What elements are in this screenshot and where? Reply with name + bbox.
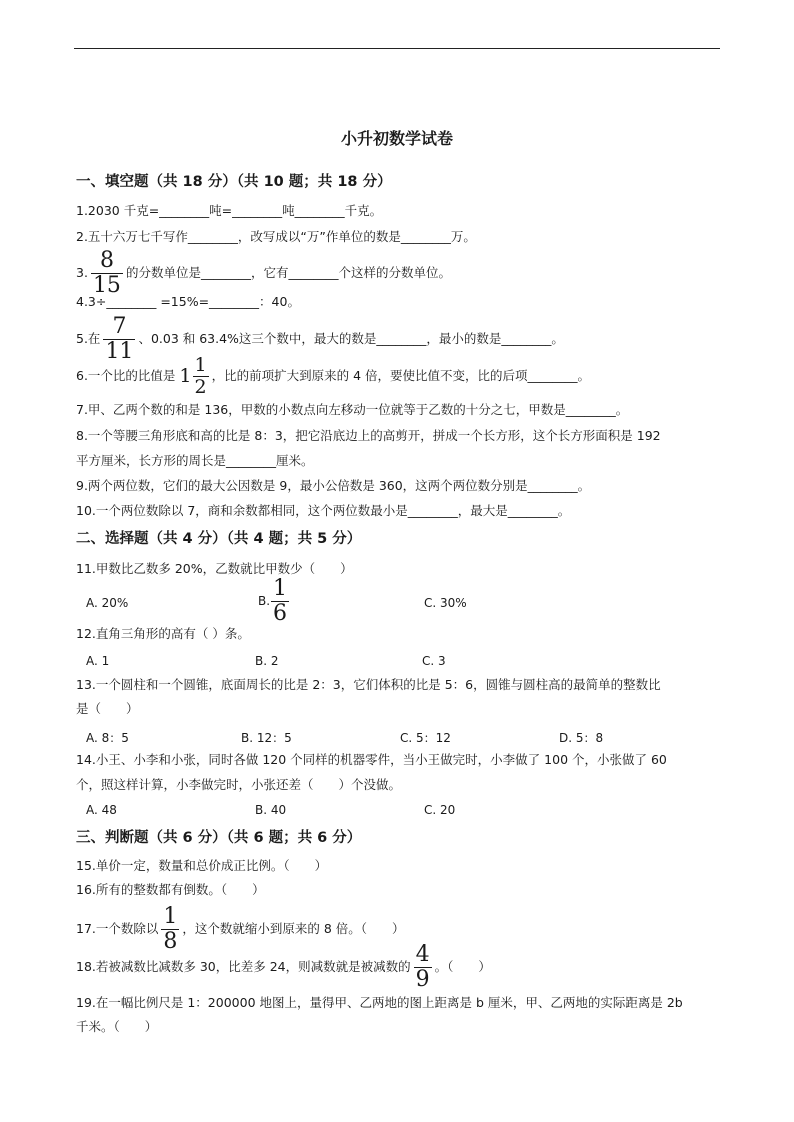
- question-18-text: 。（ ）: [434, 959, 491, 974]
- fraction-numerator: 7: [103, 316, 135, 340]
- fraction-numerator: 1: [273, 576, 288, 601]
- question-7: 7.甲、乙两个数的和是 136，甲数的小数点向左移动一位就等于乙数的十分之七，甲数是________。: [76, 402, 629, 417]
- question-10: 10.一个两位数除以 7，商和余数都相同，这个两位数最小是________，最大是________。: [76, 503, 571, 518]
- question-3: [76, 250, 451, 297]
- fraction-denominator: 8: [163, 929, 178, 954]
- fraction-denominator: 2: [194, 376, 207, 398]
- fraction-denominator: 6: [273, 601, 288, 626]
- fraction-denominator: 11: [105, 339, 134, 364]
- question-6: [76, 356, 590, 397]
- fraction: [414, 944, 432, 991]
- option-c: C. 30%: [424, 596, 467, 610]
- option-b: B. 40: [255, 803, 287, 817]
- option-d: D. 5：8: [559, 731, 604, 745]
- option-a: A. 48: [86, 803, 117, 817]
- question-3-text: 的分数单位是________，它有________个这样的分数单位。: [125, 265, 451, 280]
- fraction-denominator: 9: [415, 967, 430, 992]
- question-17-text: ，这个数就缩小到原来的 8 倍。（ ）: [182, 921, 405, 936]
- question-14-line-1: 14.小王、小李和小张，同时各做 120 个同样的机器零件，当小王做完时，小李做了 100 个，小张做了 60: [76, 752, 667, 767]
- question-14-line-2: 个，照这样计算，小李做完时，小张还差（ ）个没做。: [76, 777, 402, 792]
- question-6-text: ，比的前项扩大到原来的 4 倍，要使比值不变，比的后项________。: [211, 368, 591, 383]
- question-13-line-2: 是（ ）: [76, 701, 139, 716]
- question-5-prefix: 5.在: [76, 331, 101, 346]
- question-4: 4.3÷________ =15%=________：40。: [76, 294, 300, 309]
- question-11: 11.甲数比乙数多 20%，乙数就比甲数少（ ）: [76, 561, 353, 576]
- question-19-line-2: 千米。（ ）: [76, 1019, 158, 1034]
- section-heading-multiple-choice: 二、选择题（共 4 分）（共 4 题；共 5 分）: [76, 531, 362, 547]
- question-19-line-1: 19.在一幅比例尺是 1：200000 地图上，量得甲、乙两地的图上距离是 b 厘米，甲、乙两地的实际距离是 2b: [76, 995, 683, 1010]
- mixed-number-whole: 1: [179, 365, 192, 387]
- page-title: 小升初数学试卷: [340, 129, 453, 148]
- question-9: 9.两个两位数，它们的最大公因数是 9，最小公倍数是 360，这两个两位数分别是________。: [76, 478, 591, 493]
- question-3-prefix: 3.: [76, 265, 88, 280]
- fraction: [271, 578, 289, 625]
- option-a: A. 8：5: [86, 731, 129, 745]
- question-6-prefix: 6.一个比的比值是: [76, 368, 176, 383]
- fraction-numerator: 1: [194, 354, 207, 376]
- question-1: 1.2030 千克=________吨=________吨________千克。: [76, 203, 383, 218]
- option-b: B. 2: [255, 654, 279, 668]
- option-b: [258, 578, 292, 625]
- section-heading-true-false: 三、判断题（共 6 分）（共 6 题；共 6 分）: [76, 830, 362, 846]
- fraction-numerator: 1: [163, 904, 178, 929]
- question-16: 16.所有的整数都有倒数。（ ）: [76, 882, 265, 897]
- question-12: 12.直角三角形的高有（ ）条。: [76, 626, 250, 641]
- question-17-prefix: 17.一个数除以: [76, 921, 159, 936]
- section-heading-fill-blank: 一、填空题（共 18 分）（共 10 题；共 18 分）: [76, 174, 392, 190]
- question-18: [76, 944, 491, 991]
- fraction: [91, 250, 123, 297]
- mixed-number: [179, 356, 211, 397]
- question-8-line-2: 平方厘米，长方形的周长是________厘米。: [76, 453, 314, 468]
- option-c: C. 3: [422, 654, 446, 668]
- option-b-label: B.: [258, 594, 271, 608]
- fraction-numerator: 4: [415, 942, 430, 967]
- question-15: 15.单价一定，数量和总价成正比例。（ ）: [76, 858, 328, 873]
- question-18-prefix: 18.若被减数比减数多 30，比差多 24，则减数就是被减数的: [76, 959, 411, 974]
- question-8-line-1: 8.一个等腰三角形底和高的比是 8：3，把它沿底边上的高剪开，拼成一个长方形，这个长方形面积是 192: [76, 428, 661, 443]
- question-2: 2.五十六万七千写作________，改写成以“万”作单位的数是________万。: [76, 229, 476, 244]
- option-a: A. 20%: [86, 596, 129, 610]
- fraction: [193, 356, 209, 397]
- question-5-text: 、0.03 和 63.4%这三个数中，最大的数是________，最小的数是________。: [138, 331, 564, 346]
- option-c: C. 20: [424, 803, 456, 817]
- fraction-denominator: 15: [92, 273, 121, 298]
- option-b: B. 12：5: [241, 731, 292, 745]
- header-rule: [74, 48, 720, 49]
- option-c: C. 5：12: [400, 731, 451, 745]
- question-13-line-1: 13.一个圆柱和一个圆锥，底面周长的比是 2：3，它们体积的比是 5：6，圆锥与圆柱高的最简单的整数比: [76, 677, 661, 692]
- option-a: A. 1: [86, 654, 110, 668]
- fraction-numerator: 8: [91, 250, 123, 274]
